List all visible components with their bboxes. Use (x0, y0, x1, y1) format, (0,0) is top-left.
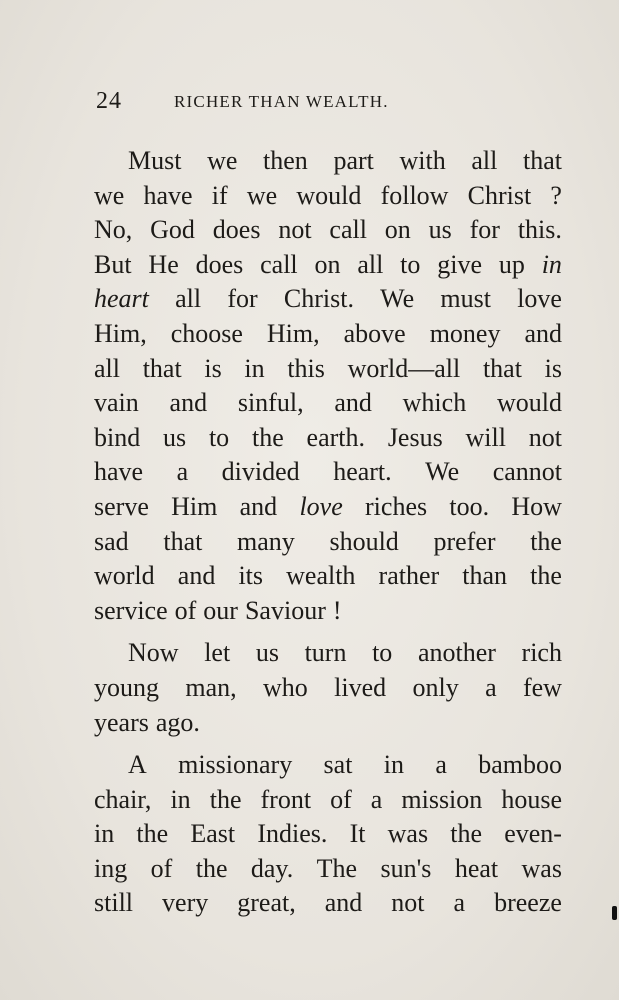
word: not (391, 888, 425, 918)
word: that (163, 526, 203, 556)
word: breeze (494, 888, 562, 918)
word: us (428, 215, 452, 245)
word: love (517, 284, 562, 314)
word: for (469, 215, 500, 245)
word: Saviour (244, 595, 326, 625)
word: have (94, 457, 144, 487)
word: must (440, 284, 491, 314)
word: world—all (347, 353, 461, 383)
word: man, (185, 672, 237, 702)
text-line (94, 783, 562, 818)
paragraph-gap (94, 628, 562, 636)
text-line (94, 852, 562, 887)
word: prefer (433, 526, 496, 556)
word-italic: heart (94, 284, 149, 314)
text-line (94, 490, 562, 525)
word: was (387, 819, 429, 849)
word: Now (128, 638, 179, 668)
word: who (262, 672, 308, 702)
word: years (94, 707, 149, 737)
word: Him (171, 491, 218, 521)
text-line (94, 248, 562, 283)
word: then (263, 146, 308, 175)
page-edge-mark (612, 906, 617, 920)
word: was (521, 853, 562, 883)
word: this (287, 353, 325, 383)
word: us (163, 422, 187, 452)
word: in (383, 750, 404, 780)
word: the (209, 784, 242, 814)
word: ! (332, 595, 342, 625)
page-number: 24 (96, 88, 122, 114)
text-line (94, 179, 562, 214)
word: have (143, 180, 193, 210)
word: No, (94, 215, 133, 245)
word: a (370, 784, 383, 814)
text-line (94, 317, 562, 352)
word: bamboo (478, 750, 562, 780)
word: up (498, 249, 525, 279)
word-italic: love (299, 491, 343, 521)
word: a (435, 750, 447, 780)
word: even- (504, 819, 562, 849)
word: Him, (94, 318, 147, 348)
word: sat (323, 750, 353, 780)
word: Jesus (387, 422, 443, 452)
word: wealth (286, 561, 356, 591)
word: of (174, 595, 197, 625)
text-line (94, 213, 562, 248)
word: on (384, 215, 411, 245)
word-italic: in (541, 249, 562, 279)
word: We (380, 284, 415, 314)
paragraph-gap (94, 740, 562, 748)
word: ago. (155, 707, 200, 737)
text-line (94, 421, 562, 456)
word: A (128, 750, 147, 780)
word: a (485, 672, 497, 702)
word: does (195, 249, 244, 279)
word: the (530, 526, 562, 556)
word: that (522, 146, 562, 175)
word: should (329, 526, 399, 556)
word: sun's (380, 853, 432, 883)
word: ing (94, 853, 128, 883)
word: of (330, 784, 352, 814)
word: It (349, 819, 366, 849)
word: service (94, 595, 168, 625)
word: a (453, 888, 466, 918)
word: divided (221, 457, 300, 487)
word: all (175, 284, 202, 314)
word: our (203, 595, 238, 625)
word: which (402, 388, 467, 418)
page-header (96, 88, 556, 118)
word: we (207, 146, 238, 175)
word: Christ (467, 180, 532, 210)
word: the (530, 561, 562, 591)
word: does (212, 215, 261, 245)
word: We (425, 457, 460, 487)
word: Must (128, 146, 182, 175)
word: we (94, 180, 125, 210)
word: young (94, 672, 159, 702)
word: But (94, 249, 132, 279)
word: another (417, 638, 496, 668)
word: not (278, 215, 312, 245)
word: and (177, 561, 216, 591)
word: a (176, 457, 189, 487)
text-line (94, 282, 562, 317)
word: for (227, 284, 258, 314)
word: in (170, 784, 191, 814)
word: turn (304, 638, 347, 668)
word: to (400, 249, 421, 279)
word: on (314, 249, 341, 279)
word: vain (94, 388, 139, 418)
text-line (94, 386, 562, 421)
word: above (343, 318, 406, 348)
word: we (246, 180, 278, 210)
word: heat (454, 853, 499, 883)
word: and (334, 388, 372, 418)
word: the (136, 819, 169, 849)
text-line (94, 352, 562, 387)
word: that (142, 353, 182, 383)
word: this. (517, 215, 562, 245)
word: serve (94, 491, 149, 521)
word: mission (401, 784, 483, 814)
word: if (211, 180, 228, 210)
word: too. (449, 491, 490, 521)
word: is (544, 353, 562, 383)
word: sinful, (237, 388, 304, 418)
word: rich (521, 638, 562, 668)
word: to (208, 422, 230, 452)
body-text (94, 144, 562, 921)
word: rather (378, 561, 440, 591)
word: Indies. (257, 819, 328, 849)
word: only (412, 672, 459, 702)
word: is (204, 353, 222, 383)
word: money (429, 318, 501, 348)
word: still (94, 888, 134, 918)
word: heart. (333, 457, 392, 487)
word: will (465, 422, 506, 452)
word: all (94, 353, 120, 383)
word: to (372, 638, 393, 668)
word: follow (380, 180, 449, 210)
word: very (162, 888, 209, 918)
word: of (150, 853, 173, 883)
word: and (169, 388, 208, 418)
text-line (94, 748, 562, 783)
text-line (94, 525, 562, 560)
word: and (239, 491, 278, 521)
word: sad (94, 526, 129, 556)
word: all (357, 249, 384, 279)
word: front (260, 784, 312, 814)
word: let (204, 638, 231, 668)
text-line (94, 144, 562, 179)
word: day. (250, 853, 294, 883)
word: would (296, 180, 362, 210)
word: and (524, 318, 562, 348)
word: Him, (266, 318, 320, 348)
word: would (496, 388, 562, 418)
running-head: RICHER THAN WEALTH. (174, 92, 389, 111)
text-line (94, 594, 562, 629)
word: East (190, 819, 236, 849)
word: with (399, 146, 446, 175)
word: than (462, 561, 508, 591)
word: us (255, 638, 279, 668)
word: The (316, 853, 358, 883)
word: in (94, 819, 115, 849)
word: few (522, 672, 562, 702)
word: and (324, 888, 363, 918)
word: ? (550, 180, 562, 210)
word: bind (94, 422, 141, 452)
word: all (471, 146, 498, 175)
word: Christ. (283, 284, 354, 314)
word: the (195, 853, 228, 883)
word: many (237, 526, 295, 556)
text-line (94, 706, 562, 741)
word: part (333, 146, 374, 175)
word: great, (237, 888, 296, 918)
word: give (437, 249, 483, 279)
text-line (94, 817, 562, 852)
word: choose (170, 318, 243, 348)
word: its (238, 561, 264, 591)
text-line (94, 636, 562, 671)
word: God (150, 215, 195, 245)
word: world (94, 561, 155, 591)
text-line (94, 886, 562, 921)
text-line (94, 671, 562, 706)
word: He (148, 249, 179, 279)
word: the (450, 819, 483, 849)
word: missionary (178, 750, 293, 780)
word: cannot (492, 457, 562, 487)
word: in (244, 353, 265, 383)
word: house (501, 784, 562, 814)
word: not (528, 422, 562, 452)
text-line (94, 559, 562, 594)
word: that (482, 353, 522, 383)
word: call (329, 215, 367, 245)
word: lived (334, 672, 387, 702)
word: earth. (306, 422, 366, 452)
word: chair, (94, 784, 152, 814)
word: How (511, 491, 562, 521)
word: riches (365, 491, 428, 521)
text-line (94, 455, 562, 490)
word: the (251, 422, 284, 452)
word: call (260, 249, 298, 279)
